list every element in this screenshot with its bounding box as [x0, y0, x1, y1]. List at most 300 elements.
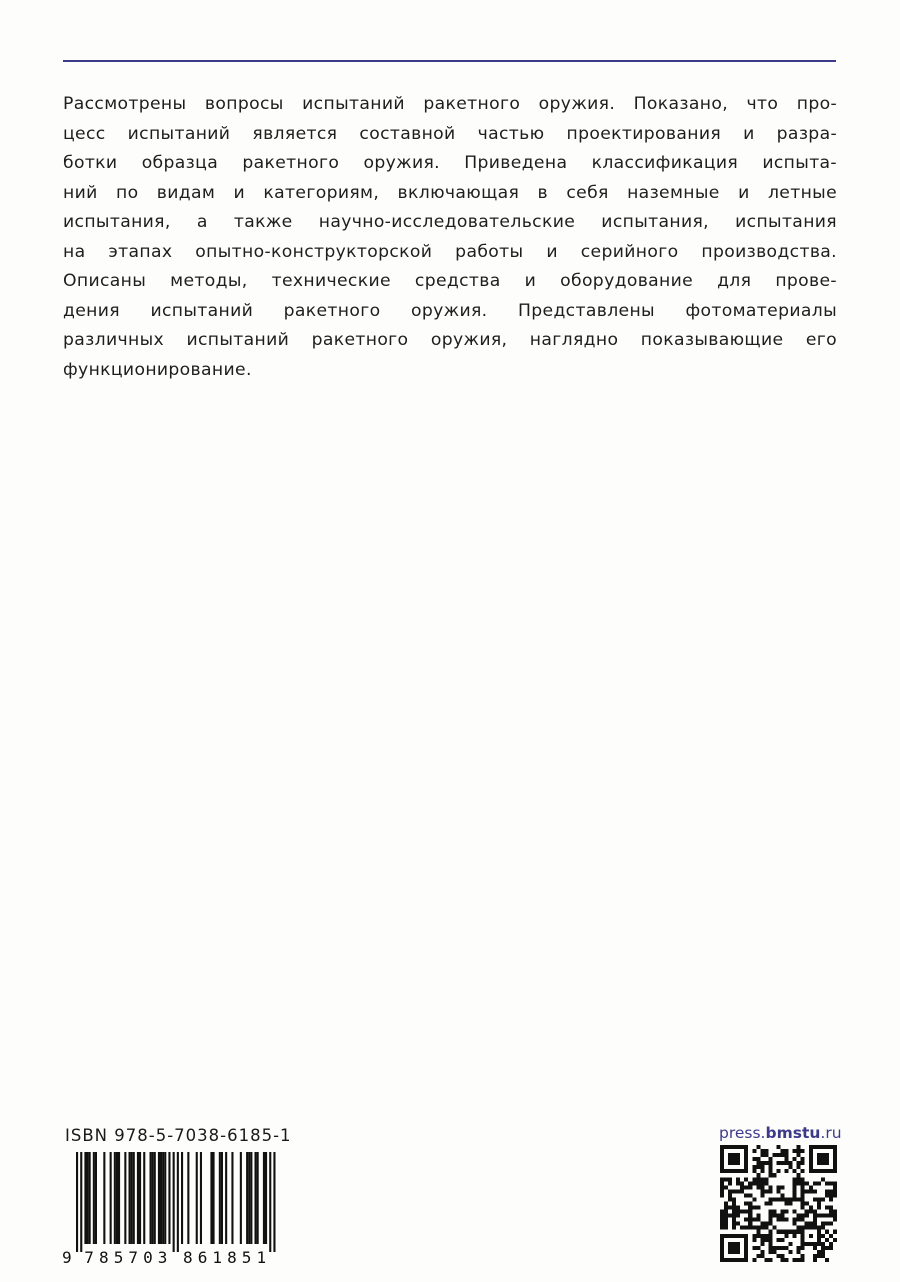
barcode-bar [181, 1152, 183, 1244]
qr-module [829, 1197, 833, 1201]
qr-module [768, 1197, 772, 1201]
barcode-bar [152, 1152, 154, 1244]
barcode-bar [87, 1152, 89, 1244]
qr-module [797, 1161, 801, 1165]
qr-module [760, 1226, 764, 1230]
qr-module [720, 1185, 724, 1189]
qr-module [752, 1177, 756, 1181]
qr-module [764, 1189, 768, 1193]
qr-module [817, 1197, 821, 1201]
qr-module [797, 1153, 801, 1157]
qr-module [768, 1214, 772, 1218]
qr-module [833, 1218, 837, 1222]
qr-module [720, 1234, 724, 1238]
abstract-line: испытания, а также научно-исследовательские испытания, испытания [63, 212, 837, 232]
qr-module [797, 1226, 801, 1230]
qr-module [797, 1218, 801, 1222]
qr-module [724, 1222, 728, 1226]
barcode-bar [255, 1152, 257, 1244]
qr-module [760, 1242, 764, 1246]
qr-module [772, 1210, 776, 1214]
qr-module [764, 1238, 768, 1242]
qr-module [793, 1218, 797, 1222]
qr-module [736, 1181, 740, 1185]
qr-module [720, 1165, 724, 1169]
qr-module [744, 1238, 748, 1242]
abstract-text [63, 90, 837, 385]
qr-module [821, 1234, 825, 1238]
qr-module [736, 1206, 740, 1210]
qr-module [732, 1201, 736, 1205]
qr-module [768, 1250, 772, 1254]
qr-module [793, 1149, 797, 1153]
qr-module [724, 1214, 728, 1218]
qr-module [801, 1169, 805, 1173]
qr-module [748, 1218, 752, 1222]
qr-module [768, 1169, 772, 1173]
qr-module [720, 1246, 724, 1250]
qr-module [776, 1197, 780, 1201]
qr-module [817, 1226, 821, 1230]
qr-module [744, 1185, 748, 1189]
qr-module [813, 1181, 817, 1185]
qr-module [833, 1193, 837, 1197]
qr-module [720, 1177, 724, 1181]
top-rule [63, 60, 836, 62]
barcode-graphic [62, 1152, 294, 1264]
qr-module [821, 1246, 825, 1250]
qr-module [728, 1197, 732, 1201]
qr-module [744, 1218, 748, 1222]
barcode-bar [95, 1152, 97, 1244]
qr-module [785, 1149, 789, 1153]
qr-module [732, 1258, 736, 1262]
qr-module [744, 1165, 748, 1169]
qr-module [817, 1145, 821, 1149]
qr-module [833, 1189, 837, 1193]
qr-module [748, 1185, 752, 1189]
qr-module [797, 1258, 801, 1262]
barcode-bar [164, 1152, 166, 1244]
qr-module [772, 1153, 776, 1157]
qr-module [821, 1214, 825, 1218]
qr-module [744, 1242, 748, 1246]
barcode-bar [129, 1152, 131, 1244]
qr-module [732, 1218, 736, 1222]
qr-module [825, 1157, 829, 1161]
qr-module [809, 1153, 813, 1157]
qr-module [797, 1197, 801, 1201]
qr-module [781, 1161, 785, 1165]
qr-module [813, 1218, 817, 1222]
qr-module [720, 1258, 724, 1262]
qr-module [805, 1214, 809, 1218]
barcode-bar [84, 1152, 86, 1244]
qr-module [724, 1234, 728, 1238]
qr-module [768, 1222, 772, 1226]
qr-module [809, 1149, 813, 1153]
qr-module [744, 1258, 748, 1262]
qr-module [732, 1214, 736, 1218]
qr-module [785, 1234, 789, 1238]
barcode-digit: 3 [157, 1248, 168, 1264]
barcode-bar [213, 1152, 215, 1244]
qr-module [732, 1222, 736, 1226]
qr-module [833, 1169, 837, 1173]
qr-module [817, 1157, 821, 1161]
qr-module [817, 1250, 821, 1254]
qr-module [797, 1230, 801, 1234]
qr-module [776, 1218, 780, 1222]
barcode-digit: 8 [183, 1248, 193, 1264]
qr-module [760, 1181, 764, 1185]
qr-module [768, 1234, 772, 1238]
barcode-bar [150, 1152, 152, 1244]
qr-module [801, 1149, 805, 1153]
barcode-bar [89, 1152, 91, 1244]
qr-module [728, 1193, 732, 1197]
qr-module [793, 1181, 797, 1185]
qr-module [797, 1149, 801, 1153]
qr-module [760, 1165, 764, 1169]
qr-module [833, 1161, 837, 1165]
qr-module [728, 1214, 732, 1218]
qr-module [793, 1189, 797, 1193]
qr-module [813, 1169, 817, 1173]
qr-module [789, 1201, 793, 1205]
qr-module [732, 1153, 736, 1157]
qr-module [825, 1246, 829, 1250]
qr-module [809, 1145, 813, 1149]
qr-module [793, 1222, 797, 1226]
qr-module [744, 1234, 748, 1238]
url-suffix: .ru [820, 1124, 842, 1142]
qr-module [821, 1242, 825, 1246]
qr-module [813, 1214, 817, 1218]
qr-module [781, 1246, 785, 1250]
qr-module [768, 1185, 772, 1189]
barcode-bar [76, 1152, 78, 1252]
qr-module [772, 1246, 776, 1250]
qr-module [752, 1238, 756, 1242]
qr-module [752, 1246, 756, 1250]
qr-module [736, 1169, 740, 1173]
barcode-digit: 5 [241, 1248, 252, 1264]
qr-module [813, 1226, 817, 1230]
qr-module [825, 1153, 829, 1157]
qr-module [793, 1230, 797, 1234]
abstract-line: различных испытаний ракетного оружия, наглядно показывающие его [63, 330, 837, 350]
qr-module [728, 1234, 732, 1238]
qr-module [760, 1149, 764, 1153]
barcode-bar [103, 1152, 105, 1244]
qr-module [720, 1250, 724, 1254]
qr-module [785, 1218, 789, 1222]
qr-module [801, 1161, 805, 1165]
barcode-bar [257, 1152, 259, 1244]
qr-module [720, 1214, 724, 1218]
qr-module [817, 1214, 821, 1218]
qr-module [768, 1173, 772, 1177]
qr-module [756, 1230, 760, 1234]
qr-module [809, 1206, 813, 1210]
qr-module [817, 1153, 821, 1157]
qr-module [744, 1210, 748, 1214]
qr-module [728, 1246, 732, 1250]
qr-module [833, 1185, 837, 1189]
barcode-bar [265, 1152, 267, 1244]
qr-module [752, 1218, 756, 1222]
qr-module [829, 1246, 833, 1250]
barcode-digit: 8 [227, 1248, 237, 1264]
abstract-line: ботки образца ракетного оружия. Приведена классификация испыта- [63, 153, 837, 173]
qr-module [801, 1246, 805, 1250]
qr-module [736, 1222, 740, 1226]
qr-module [781, 1197, 785, 1201]
qr-module [829, 1189, 833, 1193]
qr-module [728, 1250, 732, 1254]
qr-module [768, 1189, 772, 1193]
qr-module [793, 1185, 797, 1189]
qr-module [793, 1177, 797, 1181]
qr-module [756, 1234, 760, 1238]
qr-module [752, 1234, 756, 1238]
qr-module [736, 1234, 740, 1238]
qr-module [817, 1161, 821, 1165]
qr-module [720, 1222, 724, 1226]
qr-module [781, 1193, 785, 1197]
qr-module [833, 1153, 837, 1157]
qr-module [785, 1258, 789, 1262]
qr-module [764, 1153, 768, 1157]
qr-module [736, 1177, 740, 1181]
qr-module [813, 1254, 817, 1258]
qr-module [809, 1210, 813, 1214]
qr-module [789, 1230, 793, 1234]
qr-module [785, 1153, 789, 1157]
qr-module [821, 1254, 825, 1258]
abstract-line: ний по видам и категориям, включающая в себя наземные и летные [63, 182, 837, 203]
barcode-bar [158, 1152, 160, 1244]
qr-module [829, 1242, 833, 1246]
qr-module [809, 1222, 813, 1226]
qr-module [740, 1189, 744, 1193]
qr-module [724, 1210, 728, 1214]
qr-module [781, 1185, 785, 1189]
qr-module [748, 1193, 752, 1197]
qr-module [720, 1254, 724, 1258]
qr-module [732, 1242, 736, 1246]
qr-module [752, 1157, 756, 1161]
qr-module [756, 1181, 760, 1185]
qr-module [781, 1258, 785, 1262]
qr-module [764, 1222, 768, 1226]
qr-module [748, 1206, 752, 1210]
qr-module [825, 1161, 829, 1165]
qr-module [728, 1161, 732, 1165]
qr-module [756, 1165, 760, 1169]
qr-module [781, 1210, 785, 1214]
qr-module [805, 1226, 809, 1230]
abstract-line: Рассмотрены вопросы испытаний ракетного оружия. Показано, что про- [63, 94, 837, 114]
qr-module [776, 1230, 780, 1234]
qr-module [732, 1197, 736, 1201]
qr-module [821, 1145, 825, 1149]
qr-module [793, 1157, 797, 1161]
qr-module [801, 1177, 805, 1181]
qr-module [809, 1234, 813, 1238]
qr-module [768, 1242, 772, 1246]
qr-module [833, 1149, 837, 1153]
barcode-digit: 8 [99, 1248, 109, 1264]
qr-module [736, 1189, 740, 1193]
qr-module [772, 1250, 776, 1254]
qr-module [736, 1250, 740, 1254]
qr-module [825, 1189, 829, 1193]
qr-module [720, 1145, 724, 1149]
qr-module [748, 1201, 752, 1205]
qr-module [793, 1210, 797, 1214]
qr-module [720, 1193, 724, 1197]
barcode-bar [137, 1152, 139, 1244]
qr-module [801, 1238, 805, 1242]
qr-module [817, 1242, 821, 1246]
qr-module [821, 1153, 825, 1157]
qr-module [728, 1258, 732, 1262]
qr-module [805, 1189, 809, 1193]
publisher-url [719, 1124, 842, 1142]
qr-module [736, 1214, 740, 1218]
qr-module [744, 1226, 748, 1230]
qr-module [809, 1169, 813, 1173]
qr-module [825, 1230, 829, 1234]
qr-module [728, 1189, 732, 1193]
qr-module [744, 1149, 748, 1153]
qr-module [720, 1226, 724, 1230]
barcode-bar [269, 1152, 271, 1252]
barcode-bar [248, 1152, 250, 1244]
qr-module [772, 1197, 776, 1201]
qr-module [768, 1157, 772, 1161]
qr-module [817, 1206, 821, 1210]
qr-module [724, 1218, 728, 1222]
qr-module [797, 1181, 801, 1185]
qr-module [801, 1254, 805, 1258]
qr-module [752, 1226, 756, 1230]
qr-module [785, 1197, 789, 1201]
barcode-bar [250, 1152, 252, 1244]
qr-module [833, 1230, 837, 1234]
qr-module [740, 1226, 744, 1230]
qr-module [744, 1153, 748, 1157]
qr-module [764, 1161, 768, 1165]
qr-module [825, 1193, 829, 1197]
barcode-bar [225, 1152, 227, 1244]
qr-module [728, 1145, 732, 1149]
qr-module [768, 1230, 772, 1234]
qr-module [736, 1145, 740, 1149]
barcode-digit: 7 [84, 1248, 94, 1264]
barcode-bar [173, 1152, 175, 1252]
qr-module [732, 1189, 736, 1193]
qr-module [736, 1153, 740, 1157]
barcode-bar [131, 1152, 133, 1244]
qr-module [801, 1226, 805, 1230]
qr-code [720, 1145, 837, 1262]
qr-module [744, 1246, 748, 1250]
qr-module [736, 1258, 740, 1262]
qr-module [801, 1185, 805, 1189]
qr-module [781, 1238, 785, 1242]
qr-module [740, 1145, 744, 1149]
isbn-label: ISBN 978-5-7038-6185-1 [65, 1126, 292, 1145]
qr-module [740, 1185, 744, 1189]
qr-module [720, 1181, 724, 1185]
qr-module [740, 1234, 744, 1238]
qr-module [760, 1234, 764, 1238]
qr-module [813, 1189, 817, 1193]
qr-module [764, 1234, 768, 1238]
qr-module [756, 1145, 760, 1149]
qr-module [728, 1181, 732, 1185]
qr-module [732, 1157, 736, 1161]
qr-module [817, 1234, 821, 1238]
qr-module [825, 1258, 829, 1262]
barcode-digit: 0 [143, 1248, 153, 1264]
qr-module [801, 1181, 805, 1185]
qr-module [752, 1258, 756, 1262]
qr-module [720, 1161, 724, 1165]
qr-module [764, 1149, 768, 1153]
qr-module [724, 1185, 728, 1189]
qr-module [756, 1254, 760, 1258]
qr-module [760, 1254, 764, 1258]
qr-module [833, 1165, 837, 1169]
qr-module [768, 1210, 772, 1214]
qr-module [760, 1250, 764, 1254]
qr-module [724, 1145, 728, 1149]
qr-module [809, 1189, 813, 1193]
barcode-bar [196, 1152, 198, 1244]
qr-module [817, 1230, 821, 1234]
qr-module [764, 1177, 768, 1181]
qr-module [809, 1161, 813, 1165]
qr-module [720, 1242, 724, 1246]
qr-module [744, 1145, 748, 1149]
qr-module [833, 1214, 837, 1218]
qr-module [801, 1234, 805, 1238]
qr-module [776, 1254, 780, 1258]
qr-module [801, 1157, 805, 1161]
qr-module [801, 1206, 805, 1210]
qr-module [744, 1157, 748, 1161]
qr-module [785, 1169, 789, 1173]
abstract-line: на этапах опытно-конструкторской работы и серийного производства. [63, 241, 837, 262]
qr-module [752, 1169, 756, 1173]
qr-module [740, 1169, 744, 1173]
qr-module [821, 1250, 825, 1254]
qr-module [797, 1246, 801, 1250]
qr-module [736, 1161, 740, 1165]
qr-module [817, 1238, 821, 1242]
qr-module [813, 1145, 817, 1149]
qr-module [789, 1250, 793, 1254]
qr-module [789, 1165, 793, 1169]
qr-module [732, 1210, 736, 1214]
qr-module [756, 1226, 760, 1230]
qr-module [772, 1214, 776, 1218]
qr-module [825, 1169, 829, 1173]
